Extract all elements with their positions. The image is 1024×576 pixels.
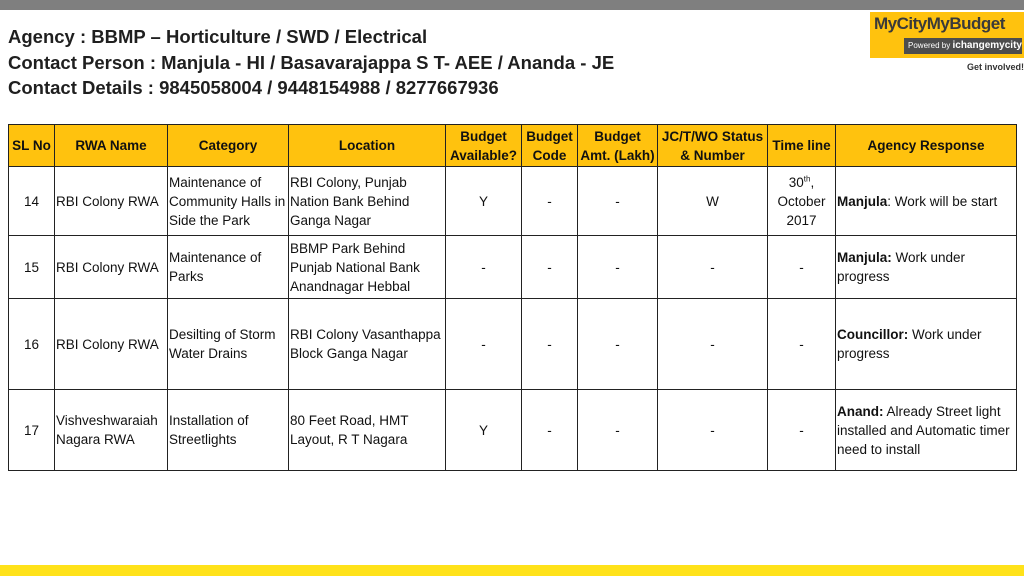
cell-agency-response	[836, 299, 1017, 390]
logo-powered-by	[904, 38, 1022, 54]
cell-rwa: RBI Colony RWA	[55, 299, 168, 390]
cell-budget-amt: -	[578, 390, 658, 471]
response-author: Councillor:	[837, 327, 909, 342]
timeline-suffix: th	[803, 174, 811, 183]
response-author: Manjula:	[837, 250, 892, 265]
cell-budget-available: -	[446, 236, 522, 299]
cell-status: W	[658, 167, 768, 236]
table-row	[9, 167, 1017, 236]
response-author: Manjula	[837, 193, 888, 209]
cell-location: RBI Colony, Punjab Nation Bank Behind Ganga Nagar	[289, 167, 446, 236]
cell-budget-code: -	[522, 299, 578, 390]
table-header-row	[9, 125, 1017, 167]
logo-title: MyCityMyBudget	[874, 14, 1005, 33]
top-bar	[0, 0, 1024, 10]
logo-tagline: Get involved!	[966, 62, 1024, 72]
cell-location: 80 Feet Road, HMT Layout, R T Nagara	[289, 390, 446, 471]
table-row	[9, 236, 1017, 299]
cell-rwa: RBI Colony RWA	[55, 167, 168, 236]
cell-category: Installation of Streetlights	[168, 390, 289, 471]
cell-status: -	[658, 390, 768, 471]
works-table	[8, 124, 1017, 471]
cell-timeline: -	[768, 390, 836, 471]
response-text: Already Street light installed and Automatic timer need to install	[837, 403, 1010, 457]
cell-category: Maintenance of Parks	[168, 236, 289, 299]
cell-category: Maintenance of Community Halls in Side the Park	[168, 167, 289, 236]
response-text: Work under progress	[837, 250, 966, 284]
mycitymybudget-logo	[870, 12, 1024, 74]
cell-rwa: Vishveshwaraiah Nagara RWA	[55, 390, 168, 471]
col-status: JC/T/WO Status & Number	[658, 125, 768, 167]
cell-budget-code: -	[522, 167, 578, 236]
cell-agency-response	[836, 167, 1017, 236]
cell-sl: 15	[9, 236, 55, 299]
bottom-bar	[0, 565, 1024, 576]
response-text: : Work will be start	[887, 193, 998, 209]
col-agency-response: Agency Response	[836, 125, 1017, 167]
table-row	[9, 299, 1017, 390]
cell-timeline: -	[768, 236, 836, 299]
cell-sl: 14	[9, 167, 55, 236]
page-header	[8, 24, 614, 101]
cell-category: Desilting of Storm Water Drains	[168, 299, 289, 390]
timeline-day: 30	[788, 174, 804, 190]
agency-line: Agency : BBMP – Horticulture / SWD / Electrical	[8, 26, 428, 47]
col-budget-code: Budget Code	[522, 125, 578, 167]
col-budget-amt: Budget Amt. (Lakh)	[578, 125, 658, 167]
table-row	[9, 390, 1017, 471]
cell-status: -	[658, 236, 768, 299]
cell-budget-code: -	[522, 236, 578, 299]
cell-timeline: -	[768, 299, 836, 390]
cell-budget-available: -	[446, 299, 522, 390]
cell-budget-amt: -	[578, 167, 658, 236]
contact-details-line: Contact Details : 9845058004 / 9448154988 / 8277667936	[8, 77, 499, 98]
col-sl-no: SL No	[9, 125, 55, 167]
response-text: Work under progress	[837, 327, 982, 361]
cell-budget-available: Y	[446, 167, 522, 236]
cell-budget-amt: -	[578, 299, 658, 390]
cell-agency-response	[836, 390, 1017, 471]
cell-location: RBI Colony Vasanthappa Block Ganga Nagar	[289, 299, 446, 390]
col-timeline: Time line	[768, 125, 836, 167]
logo-powered-by-text: Powered by	[908, 41, 951, 50]
timeline-rest: , October 2017	[777, 174, 826, 228]
cell-location: BBMP Park Behind Punjab National Bank Anandnagar Hebbal	[289, 236, 446, 299]
cell-agency-response	[836, 236, 1017, 299]
cell-budget-amt: -	[578, 236, 658, 299]
col-category: Category	[168, 125, 289, 167]
cell-sl: 17	[9, 390, 55, 471]
logo-brand: ichangemycity	[952, 40, 1022, 51]
cell-budget-available: Y	[446, 390, 522, 471]
col-rwa-name: RWA Name	[55, 125, 168, 167]
cell-rwa: RBI Colony RWA	[55, 236, 168, 299]
cell-budget-code: -	[522, 390, 578, 471]
cell-timeline	[768, 167, 836, 236]
contact-person-line: Contact Person : Manjula - HI / Basavarajappa S T- AEE / Ananda - JE	[8, 51, 615, 73]
cell-status: -	[658, 299, 768, 390]
logo-box	[870, 12, 1024, 58]
cell-sl: 16	[9, 299, 55, 390]
col-budget-available: Budget Available?	[446, 125, 522, 167]
response-author: Anand:	[837, 403, 884, 419]
col-location: Location	[289, 125, 446, 167]
